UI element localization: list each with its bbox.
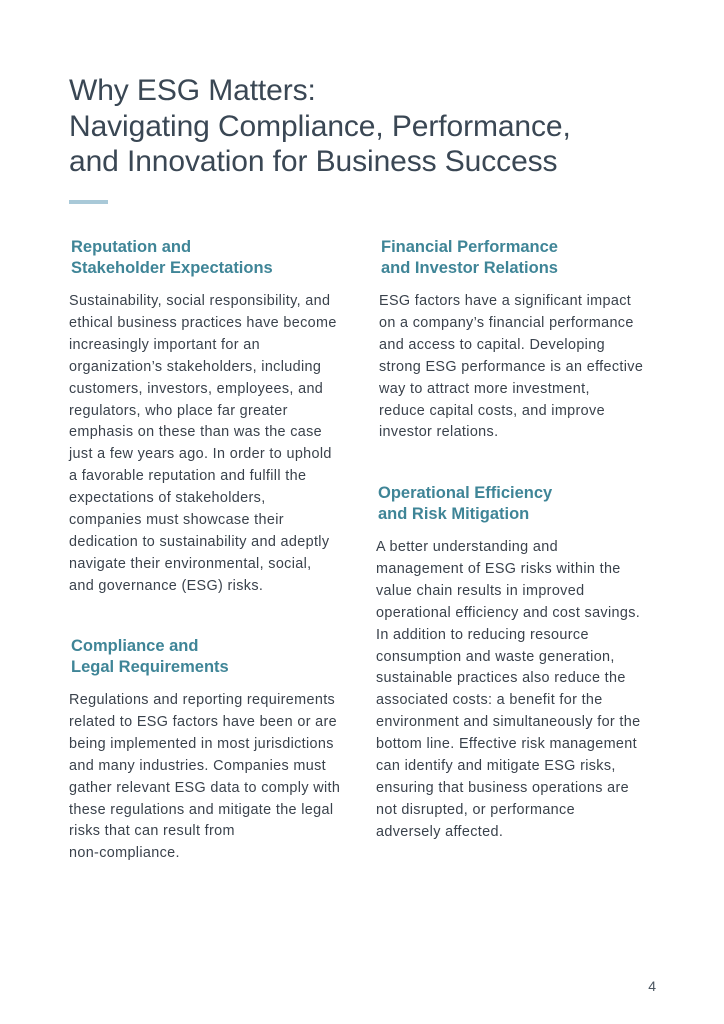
body-line: bottom line. Effective risk management [376, 736, 637, 753]
body-line: gather relevant ESG data to comply with [69, 779, 341, 796]
section-heading [71, 636, 363, 678]
section-body [379, 291, 671, 444]
body-line: emphasis on these than was the case [69, 424, 323, 441]
body-line: environment and simultaneously for the [376, 714, 641, 731]
section-heading [378, 483, 673, 525]
body-line: ESG factors have a significant impact [379, 293, 632, 309]
page-title [69, 73, 689, 180]
body-line: adversely affected. [376, 823, 504, 840]
page-title-line: Why ESG Matters: [69, 74, 316, 107]
body-line: expectations of stakeholders, [69, 490, 266, 507]
body-line: a favorable reputation and fulfill the [69, 468, 307, 485]
body-line: A better understanding and [376, 539, 558, 555]
body-line: and many industries. Companies must [69, 757, 327, 774]
section-heading-line: and Risk Mitigation [378, 505, 530, 523]
body-line: operational efficiency and cost savings. [376, 604, 641, 621]
body-line: ethical business practices have become [69, 314, 337, 331]
section-body [376, 537, 673, 844]
section-heading-line: Compliance and [71, 637, 199, 655]
section-body [69, 291, 361, 598]
title-accent-rule [69, 200, 108, 204]
section-heading-line: Operational Efficiency [378, 484, 553, 502]
body-line: regulators, who place far greater [69, 402, 288, 419]
body-line: these regulations and mitigate the legal [69, 801, 334, 818]
body-line: In addition to reducing resource [376, 626, 589, 643]
body-line: non-compliance. [69, 845, 180, 862]
page-title-line: Navigating Compliance, Performance, [69, 109, 571, 143]
body-line: being implemented in most jurisdictions [69, 735, 334, 752]
body-line: and governance (ESG) risks. [69, 577, 264, 594]
body-line: dedication to sustainability and adeptly [69, 533, 330, 550]
body-line: on a company’s financial performance [379, 314, 634, 331]
body-line: just a few years ago. In order to uphold [69, 446, 332, 463]
body-line: consumption and waste generation, [376, 648, 615, 665]
section-financial [381, 237, 671, 444]
body-line: organization’s stakeholders, including [69, 358, 322, 375]
body-line: increasingly important for an [69, 336, 260, 353]
body-line: value chain results in improved [376, 582, 585, 599]
body-line: navigate their environmental, social, [69, 555, 312, 572]
body-line: sustainable practices also reduce the [376, 670, 626, 687]
section-body [69, 690, 363, 865]
body-line: and access to capital. Developing [379, 336, 605, 353]
page-number: 4 [648, 978, 656, 994]
section-reputation [71, 237, 361, 598]
body-line: way to attract more investment, [379, 380, 590, 397]
body-line: can identify and mitigate ESG risks, [376, 758, 616, 775]
page-title-line: and Innovation for Business Success [69, 145, 558, 178]
section-heading-line: Stakeholder Expectations [71, 259, 273, 277]
body-line: not disrupted, or performance [376, 801, 575, 818]
section-heading [381, 237, 671, 279]
body-line: strong ESG performance is an effective [379, 358, 644, 375]
body-line: associated costs: a benefit for the [376, 692, 603, 709]
body-line: reduce capital costs, and improve [379, 402, 605, 419]
body-line: ensuring that business operations are [376, 779, 629, 796]
section-heading [71, 237, 361, 279]
body-line: customers, investors, employees, and [69, 380, 324, 397]
section-heading-line: Financial Performance [381, 238, 558, 256]
body-line: Regulations and reporting requirements [69, 692, 336, 708]
body-line: related to ESG factors have been or are [69, 713, 338, 730]
body-line: Sustainability, social responsibility, and [69, 293, 331, 309]
section-heading-line: and Investor Relations [381, 259, 558, 277]
body-line: management of ESG risks within the [376, 560, 621, 577]
section-heading-line: Reputation and [71, 238, 192, 256]
section-operational [378, 483, 673, 844]
section-heading-line: Legal Requirements [71, 658, 229, 676]
section-compliance [71, 636, 363, 865]
body-line: investor relations. [379, 424, 499, 441]
body-line: risks that can result from [69, 823, 235, 840]
body-line: companies must showcase their [69, 512, 284, 529]
